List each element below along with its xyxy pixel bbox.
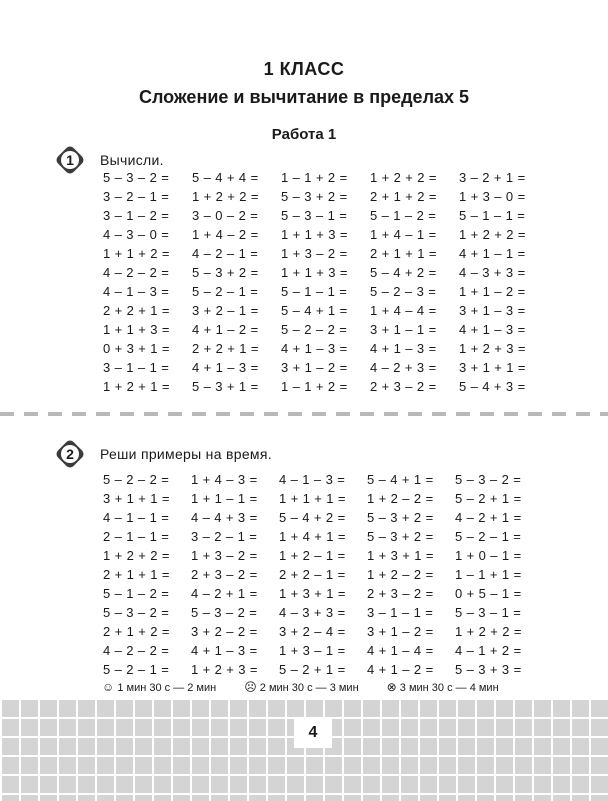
example-cell: 1 + 4 – 3 = xyxy=(191,472,258,487)
timing-item xyxy=(102,680,216,694)
example-cell: 2 + 2 + 1 = xyxy=(192,341,259,356)
example-cell: 5 – 4 + 2 = xyxy=(279,510,346,525)
example-cell: 1 + 4 – 4 = xyxy=(370,303,437,318)
footer-grid-pattern xyxy=(0,700,608,801)
example-cell: 2 + 3 – 2 = xyxy=(370,379,437,394)
example-cell: 1 – 1 + 1 = xyxy=(455,567,522,582)
page-header xyxy=(0,58,608,108)
example-cell: 4 – 4 + 3 = xyxy=(191,510,258,525)
timing-item xyxy=(387,680,499,694)
timing-legend xyxy=(102,680,499,694)
example-cell: 1 + 2 + 2 = xyxy=(455,624,522,639)
example-cell: 5 – 3 + 2 = xyxy=(192,265,259,280)
example-cell: 1 – 1 + 2 = xyxy=(281,379,348,394)
example-cell: 2 + 1 + 2 = xyxy=(370,189,437,204)
timing-text: 1 мин 30 с — 2 мин xyxy=(117,682,217,694)
example-cell: 4 – 1 – 3 = xyxy=(279,472,346,487)
example-cell: 3 – 1 – 1 = xyxy=(103,360,170,375)
grade-title: 1 КЛАСС xyxy=(263,59,345,79)
example-cell: 5 – 4 + 4 = xyxy=(192,170,259,185)
example-cell: 1 + 2 + 1 = xyxy=(103,379,170,394)
page-number: 4 xyxy=(294,718,332,748)
example-cell: 3 + 2 – 1 = xyxy=(192,303,259,318)
task-number: 1 xyxy=(61,151,79,169)
example-cell: 5 – 4 + 2 = xyxy=(370,265,437,280)
task-instruction: Вычисли. xyxy=(100,152,164,168)
example-cell: 1 + 4 – 2 = xyxy=(192,227,259,242)
example-cell: 3 + 1 + 1 = xyxy=(459,360,526,375)
example-cell: 5 – 3 + 1 = xyxy=(192,379,259,394)
example-cell: 1 – 1 + 2 = xyxy=(281,170,348,185)
example-cell: 5 – 4 + 3 = xyxy=(459,379,526,394)
example-cell: 1 + 1 + 3 = xyxy=(103,322,170,337)
example-cell: 4 + 1 – 2 = xyxy=(367,662,434,677)
example-cell: 4 – 1 + 2 = xyxy=(455,643,522,658)
example-cell: 4 – 2 + 1 = xyxy=(191,586,258,601)
example-cell: 5 – 3 – 1 = xyxy=(281,208,348,223)
example-cell: 1 + 1 + 2 = xyxy=(103,246,170,261)
example-cell: 1 + 2 + 2 = xyxy=(459,227,526,242)
example-cell: 1 + 2 + 2 = xyxy=(370,170,437,185)
task-number-badge xyxy=(56,440,84,468)
example-cell: 3 – 0 – 2 = xyxy=(192,208,259,223)
example-cell: 3 + 1 – 2 = xyxy=(367,624,434,639)
example-cell: 2 + 2 + 1 = xyxy=(103,303,170,318)
task-2-header xyxy=(56,440,272,468)
timing-text: 3 мин 30 с — 4 мин xyxy=(399,682,499,694)
example-cell: 1 + 2 + 3 = xyxy=(191,662,258,677)
example-cell: 2 + 3 – 2 = xyxy=(191,567,258,582)
example-cell: 1 + 2 – 1 = xyxy=(279,548,346,563)
example-cell: 3 + 1 – 3 = xyxy=(459,303,526,318)
example-cell: 2 – 1 – 1 = xyxy=(103,529,170,544)
example-cell: 5 – 4 + 1 = xyxy=(367,472,434,487)
example-cell: 1 + 2 – 2 = xyxy=(367,491,434,506)
example-cell: 1 + 2 + 2 = xyxy=(103,548,170,563)
example-cell: 5 – 2 – 1 = xyxy=(103,662,170,677)
example-cell: 1 + 0 – 1 = xyxy=(455,548,522,563)
example-cell: 1 + 3 – 2 = xyxy=(191,548,258,563)
example-cell: 5 – 2 + 1 = xyxy=(455,491,522,506)
example-cell: 3 – 1 – 2 = xyxy=(103,208,170,223)
example-cell: 3 – 1 – 1 = xyxy=(367,605,434,620)
example-cell: 5 – 3 + 2 = xyxy=(281,189,348,204)
example-cell: 4 – 2 + 1 = xyxy=(455,510,522,525)
example-cell: 1 + 1 + 1 = xyxy=(279,491,346,506)
example-cell: 1 + 3 + 1 = xyxy=(279,586,346,601)
example-cell: 1 + 2 + 2 = xyxy=(192,189,259,204)
example-cell: 0 + 3 + 1 = xyxy=(103,341,170,356)
example-cell: 4 – 3 + 3 = xyxy=(279,605,346,620)
example-cell: 5 – 2 – 2 = xyxy=(281,322,348,337)
example-cell: 1 + 1 – 1 = xyxy=(191,491,258,506)
example-cell: 5 – 2 – 3 = xyxy=(370,284,437,299)
example-cell: 2 + 2 – 1 = xyxy=(279,567,346,582)
example-cell: 1 + 1 – 2 = xyxy=(459,284,526,299)
example-cell: 5 – 3 – 2 = xyxy=(103,170,170,185)
example-cell: 4 – 2 + 3 = xyxy=(370,360,437,375)
example-cell: 1 + 3 + 1 = xyxy=(367,548,434,563)
sad-face-icon: ⊗ xyxy=(386,680,397,694)
example-cell: 1 + 3 – 2 = xyxy=(281,246,348,261)
example-cell: 5 – 3 – 2 = xyxy=(191,605,258,620)
example-cell: 3 – 2 – 1 = xyxy=(103,189,170,204)
example-cell: 2 + 1 + 2 = xyxy=(103,624,170,639)
task-number-badge xyxy=(56,146,84,174)
example-cell: 5 – 3 + 2 = xyxy=(367,510,434,525)
example-cell: 3 + 2 – 4 = xyxy=(279,624,346,639)
task-number: 2 xyxy=(61,445,79,463)
example-cell: 5 – 1 – 2 = xyxy=(370,208,437,223)
example-cell: 4 + 1 – 3 = xyxy=(370,341,437,356)
example-cell: 1 + 1 + 3 = xyxy=(281,265,348,280)
task-2-examples xyxy=(103,470,543,679)
example-cell: 0 + 5 – 1 = xyxy=(455,586,522,601)
task-instruction: Реши примеры на время. xyxy=(100,446,272,462)
example-cell: 2 + 1 + 1 = xyxy=(103,567,170,582)
example-cell: 1 + 2 + 3 = xyxy=(459,341,526,356)
example-cell: 1 + 4 + 1 = xyxy=(279,529,346,544)
example-cell: 5 – 3 + 2 = xyxy=(367,529,434,544)
timing-text: 2 мин 30 с — 3 мин xyxy=(259,682,359,694)
example-cell: 4 – 3 + 3 = xyxy=(459,265,526,280)
example-cell: 3 + 1 + 1 = xyxy=(103,491,170,506)
topic-title: Сложение и вычитание в пределах 5 xyxy=(138,87,470,107)
neutral-face-icon: ☹ xyxy=(244,680,257,694)
example-cell: 4 – 2 – 1 = xyxy=(192,246,259,261)
example-cell: 4 – 1 – 3 = xyxy=(103,284,170,299)
task-1-examples xyxy=(103,168,548,396)
work-title: Работа 1 xyxy=(271,126,337,143)
example-cell: 5 – 1 – 1 = xyxy=(459,208,526,223)
example-cell: 2 + 1 + 1 = xyxy=(370,246,437,261)
example-cell: 4 – 2 – 2 = xyxy=(103,265,170,280)
example-cell: 1 + 3 – 0 = xyxy=(459,189,526,204)
example-cell: 5 – 4 + 1 = xyxy=(281,303,348,318)
example-cell: 4 – 2 – 2 = xyxy=(103,643,170,658)
example-cell: 5 – 2 – 1 = xyxy=(455,529,522,544)
example-cell: 3 – 2 – 1 = xyxy=(191,529,258,544)
example-cell: 4 + 1 – 4 = xyxy=(367,643,434,658)
example-cell: 4 – 1 – 1 = xyxy=(103,510,170,525)
timing-item xyxy=(244,680,358,694)
example-cell: 1 + 2 – 2 = xyxy=(367,567,434,582)
example-cell: 4 + 1 – 2 = xyxy=(192,322,259,337)
example-cell: 1 + 1 + 3 = xyxy=(281,227,348,242)
example-cell: 5 – 2 – 2 = xyxy=(103,472,170,487)
example-cell: 4 + 1 – 3 = xyxy=(281,341,348,356)
example-cell: 5 – 1 – 1 = xyxy=(281,284,348,299)
example-cell: 3 – 2 + 1 = xyxy=(459,170,526,185)
example-cell: 3 + 1 – 2 = xyxy=(281,360,348,375)
smile-face-icon: ☺ xyxy=(102,680,115,694)
example-cell: 5 – 1 – 2 = xyxy=(103,586,170,601)
example-cell: 5 – 3 – 1 = xyxy=(455,605,522,620)
example-cell: 4 + 1 – 3 = xyxy=(192,360,259,375)
example-cell: 1 + 4 – 1 = xyxy=(370,227,437,242)
example-cell: 4 + 1 – 3 = xyxy=(191,643,258,658)
example-cell: 4 – 3 – 0 = xyxy=(103,227,170,242)
example-cell: 5 – 3 – 2 = xyxy=(455,472,522,487)
example-cell: 5 – 2 + 1 = xyxy=(279,662,346,677)
example-cell: 3 + 1 – 1 = xyxy=(370,322,437,337)
example-cell: 5 – 2 – 1 = xyxy=(192,284,259,299)
example-cell: 2 + 3 – 2 = xyxy=(367,586,434,601)
example-cell: 4 + 1 – 3 = xyxy=(459,322,526,337)
example-cell: 1 + 3 – 1 = xyxy=(279,643,346,658)
example-cell: 5 – 3 – 2 = xyxy=(103,605,170,620)
example-cell: 4 + 1 – 1 = xyxy=(459,246,526,261)
example-cell: 3 + 2 – 2 = xyxy=(191,624,258,639)
section-divider xyxy=(0,412,608,416)
example-cell: 5 – 3 + 3 = xyxy=(455,662,522,677)
